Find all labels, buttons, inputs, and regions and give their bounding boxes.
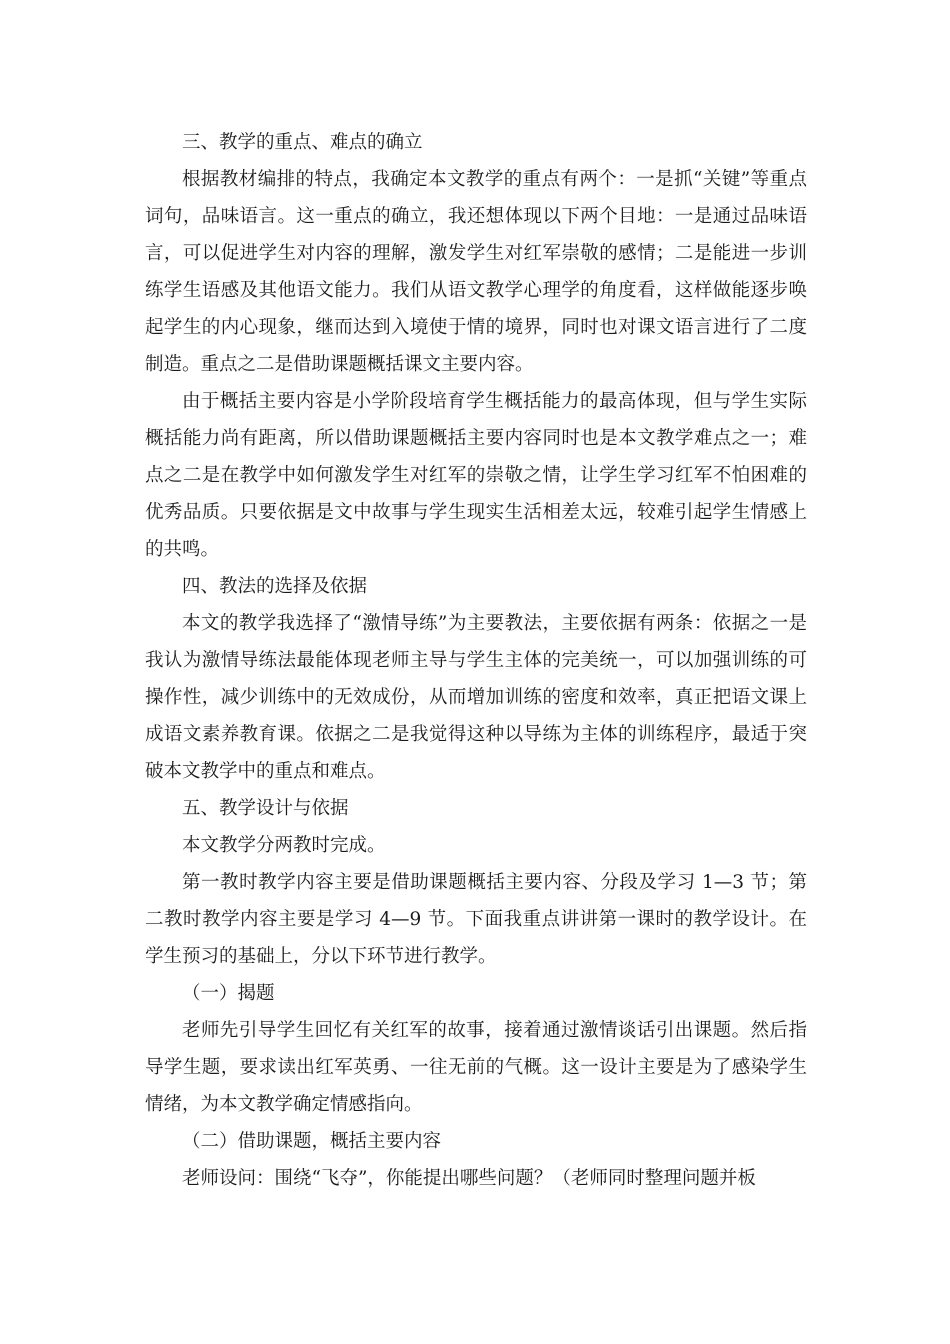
document-body bbox=[145, 124, 807, 1197]
section-heading-5: 五、教学设计与依据 bbox=[182, 798, 349, 819]
section-heading-3: 三、教学的重点、难点的确立 bbox=[182, 132, 423, 153]
paragraph-teacher-question: 老师设问：围绕“飞夺”，你能提出哪些问题？（老师同时整理问题并板 bbox=[182, 1168, 756, 1189]
paragraph-two-sessions: 本文教学分两教时完成。 bbox=[182, 835, 386, 856]
paragraph-introduction: 老师先引导学生回忆有关红军的故事，接着通过激情谈话引出课题。然后指导学生题，要求读出红军英勇、一往无前的气概。这一设计主要是为了感染学生情绪，为本文教学确定情感指向。 bbox=[145, 1020, 807, 1115]
subheading-1: （一）揭题 bbox=[182, 983, 275, 1004]
paragraph-first-session: 第一教时教学内容主要是借助课题概括主要内容、分段及学习 1—3 节；第二教时教学内容主要是学习 4—9 节。下面我重点讲讲第一课时的教学设计。在学生预习的基础上，分以下环节进行教学。 bbox=[145, 872, 807, 967]
subheading-2: （二）借助课题，概括主要内容 bbox=[182, 1131, 442, 1152]
paragraph-teaching-method: 本文的教学我选择了“激情导练”为主要教法，主要依据有两条：依据之一是我认为激情导练法最能体现老师主导与学生主体的完美统一，可以加强训练的可操作性，减少训练中的无效成份，从而增加训练的密度和效率，真正把语文课上成语文素养教育课。依据之二是我觉得这种以导练为主体的训练程序，最适于突破本文教学中的重点和难点。 bbox=[145, 613, 807, 782]
paragraph-difficulties: 由于概括主要内容是小学阶段培育学生概括能力的最高体现，但与学生实际概括能力尚有距离，所以借助课题概括主要内容同时也是本文教学难点之一；难点之二是在教学中如何激发学生对红军的崇敬之情，让学生学习红军不怕困难的优秀品质。只要依据是文中故事与学生现实生活相差太远，较难引起学生情感上的共鸣。 bbox=[145, 391, 807, 560]
paragraph-key-points: 根据教材编排的特点，我确定本文教学的重点有两个：一是抓“关键”等重点词句，品味语言。这一重点的确立，我还想体现以下两个目地：一是通过品味语言，可以促进学生对内容的理解，激发学生对红军崇敬的感情；二是能进一步训练学生语感及其他语文能力。我们从语文教学心理学的角度看，这样做能逐步唤起学生的内心现象，继而达到入境使于情的境界，同时也对课文语言进行了二度制造。重点之二是借助课题概括课文主要内容。 bbox=[145, 169, 807, 375]
section-heading-4: 四、教法的选择及依据 bbox=[182, 576, 368, 597]
